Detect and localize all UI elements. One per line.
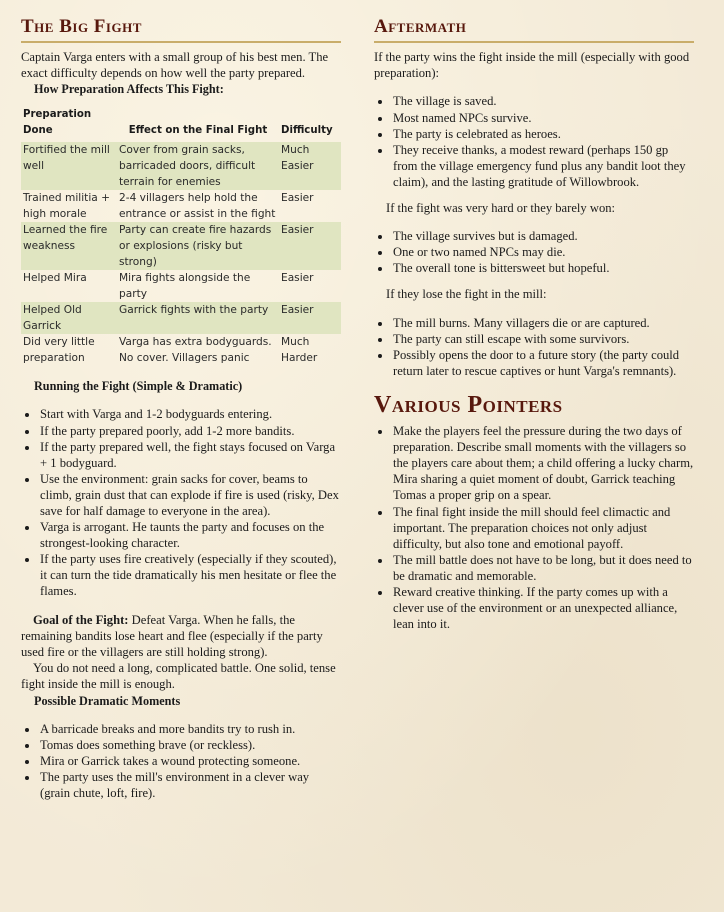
table-cell: Did very little preparation: [23, 336, 95, 365]
big-fight-intro: Captain Varga enters with a small group of his best men. The exact difficulty depends on how well the party prepared.: [21, 50, 329, 81]
table-row: [21, 190, 341, 222]
table-cell: Helped Mira: [23, 272, 87, 285]
list-item: • The party can still escape with some survivors.: [392, 331, 694, 347]
right-column: [374, 16, 694, 638]
list-item: • Start with Varga and 1-2 bodyguards entering.: [39, 406, 341, 422]
list-item: • Tomas does something brave (or reckless).: [39, 737, 341, 753]
aftermath-lose-intro: If they lose the fight in the mill:: [386, 287, 547, 302]
list-item: • The mill battle does not have to be long, but it does need to be dramatic and memorable.: [392, 552, 694, 584]
preparation-table: [21, 105, 341, 366]
table-cell: Easier: [279, 222, 341, 270]
table-title: How Preparation Affects This Fight:: [34, 82, 224, 97]
big-fight-heading: The Big Fight: [21, 16, 341, 43]
table-cell: Party can create fire hazards or explosions (risky but strong): [117, 222, 279, 270]
list-item: • One or two named NPCs may die.: [392, 244, 694, 260]
table-header-row: [21, 105, 341, 142]
list-item: • The overall tone is bittersweet but hopeful.: [392, 260, 694, 276]
aftermath-hard-intro: If the fight was very hard or they barely won:: [386, 200, 616, 215]
running-fight-list: [21, 406, 341, 599]
table-cell: Much Easier: [279, 142, 341, 190]
table-cell: Learned the fire weakness: [21, 222, 117, 270]
goal-paragraph: [21, 612, 341, 661]
table-header-preparation: Preparation Done: [23, 109, 92, 137]
goal-lead: Goal of the Fight:: [33, 612, 129, 627]
list-item: • If the party uses fire creatively (especially if they scouted), it can turn the tide dramatically his men hesitate or flee the flames.: [39, 551, 341, 599]
left-column: [21, 16, 341, 807]
list-item: • The final fight inside the mill should feel climactic and important. The preparation choices not only adjust difficulty, but also tone and emotional payoff.: [392, 504, 694, 552]
list-item: • The village survives but is damaged.: [392, 228, 694, 244]
table-cell: Varga has extra bodyguards. No cover. Villagers panic: [119, 336, 272, 365]
table-cell: Cover from grain sacks, barricaded doors, difficult terrain for enemies: [117, 142, 279, 190]
list-item: • If the party prepared well, the fight stays focused on Varga + 1 bodyguard.: [39, 439, 341, 471]
goal-note: You do not need a long, complicated battle. One solid, tense fight inside the mill is enough.: [21, 661, 336, 692]
list-item: • Varga is arrogant. He taunts the party and focuses on the strongest-looking character.: [39, 519, 341, 551]
table-cell: Helped Old Garrick: [21, 302, 117, 334]
list-item: • The village is saved.: [392, 93, 694, 109]
table-cell: Garrick fights with the party: [117, 302, 279, 334]
table-cell: Trained militia + high morale: [23, 192, 111, 221]
table-cell: Mira fights alongside the party: [119, 272, 251, 301]
list-item: • If the party prepared poorly, add 1-2 more bandits.: [39, 423, 341, 439]
running-fight-title: Running the Fight (Simple & Dramatic): [34, 379, 243, 394]
table-cell: Easier: [281, 272, 314, 285]
list-item: • The party is celebrated as heroes.: [392, 126, 694, 142]
list-item: • Possibly opens the door to a future story (the party could return later to rescue captives or hunt Varga's remnants).: [392, 347, 694, 379]
table-header-effect: Effect on the Final Fight: [128, 125, 268, 137]
list-item: • A barricade breaks and more bandits try to rush in.: [39, 721, 341, 737]
table-cell: 2-4 villagers help hold the entrance or assist in the fight: [119, 192, 276, 221]
list-item: • Most named NPCs survive.: [392, 110, 694, 126]
table-row: [21, 142, 341, 190]
various-pointers-heading: Various Pointers: [374, 392, 563, 419]
table-row: [21, 302, 341, 334]
pointers-list: [374, 423, 694, 632]
dramatic-moments-title: Possible Dramatic Moments: [34, 693, 181, 708]
goal-text: Defeat Varga. When he falls, the remaining bandits lose heart and flee (especially if the party used fire or the villagers are still holding strong).: [21, 612, 323, 659]
table-cell: Fortified the mill well: [21, 142, 117, 190]
aftermath-heading: Aftermath: [374, 16, 694, 43]
list-item: • The party uses the mill's environment in a clever way (grain chute, loft, fire).: [39, 769, 341, 801]
table-row: [21, 334, 341, 366]
table-header-difficulty: Difficulty: [281, 125, 333, 137]
list-item: • Reward creative thinking. If the party comes up with a clever use of the environment or an unexpected alliance, lean into it.: [392, 584, 694, 632]
list-item: • Use the environment: grain sacks for cover, beams to climb, grain dust that can explode if fire is used (risky, Dex save for half damage to everyone in the area).: [39, 471, 341, 519]
list-item: • Mira or Garrick takes a wound protecting someone.: [39, 753, 341, 769]
aftermath-lose-list: [374, 315, 694, 379]
table-cell: Much Harder: [281, 336, 318, 365]
table-row: [21, 270, 341, 302]
list-item: • The mill burns. Many villagers die or are captured.: [392, 315, 694, 331]
aftermath-win-list: [374, 93, 694, 190]
list-item: • They receive thanks, a modest reward (perhaps 150 gp from the village emergency fund plus any bandit loot they claim), and the lasting gratitude of Willowbrook.: [392, 142, 694, 190]
list-item: • Make the players feel the pressure during the two days of preparation. Describe small moments with the villagers so the players care about them; a child offering a lucky charm, Mira sharing a quiet moment of doubt, Garrick teaching Tomas a proper grip on a spear.: [392, 423, 694, 503]
table-row: [21, 222, 341, 270]
dramatic-moments-list: [21, 721, 341, 801]
table-cell: Easier: [281, 192, 314, 205]
aftermath-win-intro: If the party wins the fight inside the mill (especially with good preparation):: [374, 50, 690, 81]
table-cell: Easier: [279, 302, 341, 334]
aftermath-hard-list: [374, 228, 694, 276]
